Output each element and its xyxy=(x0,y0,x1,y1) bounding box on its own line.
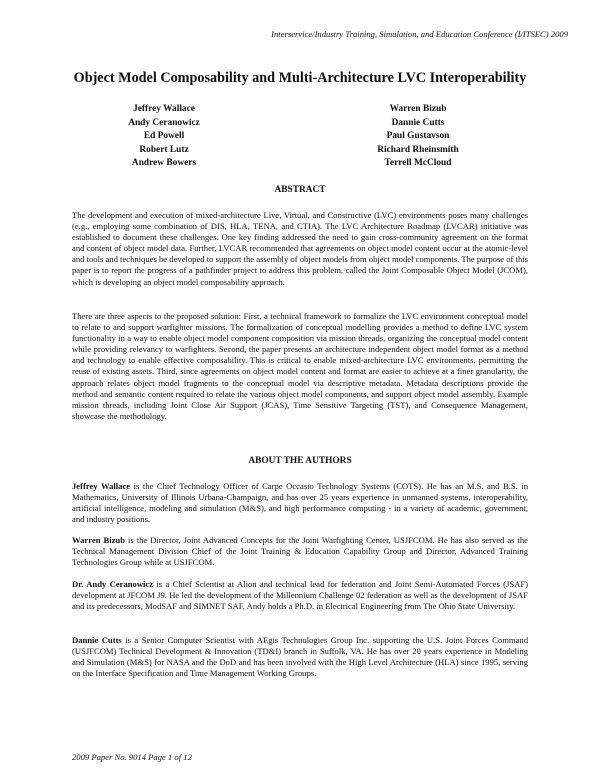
bio-text: is the Director, Joint Advanced Concepts for the Joint Warfighting Center, USJFCOM. He has also served as the Technical Management Division Chief of the Joint Training & Education Capability Group and Director, Advanced Training Technologies Group while at USJFCOM. xyxy=(72,535,528,568)
bio-author-name: Jeffrey Wallace xyxy=(72,481,131,491)
author-name: Jeffrey Wallace xyxy=(133,104,195,114)
author-block xyxy=(0,103,600,173)
paper-title: Object Model Composability and Multi-Architecture LVC Interoperability xyxy=(73,70,527,86)
author-name: Terrell McCloud xyxy=(384,158,452,169)
bio-author-name: Warren Bizub xyxy=(72,535,125,545)
running-header: Interservice/Industry Training, Simulation, and Education Conference (I/ITSEC) 2009 xyxy=(271,29,568,39)
author-column-left xyxy=(64,103,264,171)
bio-text: is the Chief Technology Officer of Carpe Occasio Technology Systems (COTS). He has an M.S. and B.S. in Mathematics, University of Illinois Urbana-Champaign, and has over 25 years experience in unmanned systems, interoperability, artificial intelligence, modeling and simulation (M&S), and high performance computing - in a variety of academic, government, and industry positions. xyxy=(72,481,528,525)
bio-author-name: Dr. Andy Ceranowicz xyxy=(72,579,154,589)
author-name: Robert Lutz xyxy=(139,144,189,155)
author-name: Dannie Cutts xyxy=(391,117,445,128)
author-bio xyxy=(72,535,528,568)
author-name: Warren Bizub xyxy=(389,104,447,114)
abstract-heading: ABSTRACT xyxy=(274,185,326,195)
author-name: Richard Rheinsmith xyxy=(377,144,459,155)
abstract-paragraph: The development and execution of mixed-architecture Live, Virtual, and Constructive (LVC) environments poses many challenges (e.g., employing some combination of DIS, HLA, TENA, and CTIA). The LVC Architecture Roadmap (LVCAR) initiative was established to document these challenges. One key finding addressed the need to gain cross-community agreement on the format and content of object model data. Further, LVCAR recommended that agreements on object model content occur at the atomic-level and tools and techniques be developed to support the assembly of object models from object model components. The purpose of this paper is to report the progress of a pathfinder project to address this problem, called the Joint Composable Object Model (JCOM), which is developing an object model composability approach. xyxy=(72,210,528,287)
bio-text: is a Chief Scientist at Alion and technical lead for federation and Joint Semi-Automated Forces (JSAF) development at JFCOM J9. He led the development of the Millennium Challenge 02 federation as well as the development of JSAF and its predecessors, ModSAF and SIMNET SAF. Andy holds a Ph.D. in Electrical Engineering from The Ohio State University. xyxy=(72,579,528,612)
bio-text: is a Senior Computer Scientist with AEgis Technologies Group Inc. supporting the U.S. Joint Forces Command (USJFCOM) Technical Development & Innovation (TD&I) branch in Suffolk, VA. He has over 20 years experience in Modeling and Simulation (M&S) for NASA and the DoD and has been involved with the High Level Architecture (HLA) since 1995, serving on the Interface Specification and Time Management Working Groups. xyxy=(72,635,528,679)
author-bio xyxy=(72,635,528,679)
abstract-paragraph: There are three aspects to the proposed solution: First, a technical framework to formalize the LVC environment conceptual model to relate to and support warfighter missions. The formalization of conceptual modelling provides a method to define LVC system functionality in a way to enable object model component composition via mission threads, organizing the conceptual model content while providing relevancy to warfighters. Second, the paper presents an architecture independent object model format as a method and technology to enable effective composability. This is critical to enable mixed-architecture LVC environments, permitting the reuse of existing assets. Third, since agreements on object model content and format are easier to achieve at a finer granularity, the approach relates object model fragments to the conceptual model via descriptive metadata. Metadata descriptions provide the method and semantic content required to relate the various object model components, and support object model assembly. Example mission threads, including Joint Close Air Support (JCAS), Time Sensitive Targeting (TST), and Consequence Management, showcase the methodology. xyxy=(72,311,528,421)
page-footer: 2009 Paper No. 9014 Page 1 of 12 xyxy=(72,752,192,762)
author-name: Paul Gustavson xyxy=(386,131,450,142)
author-column-right xyxy=(318,103,518,171)
author-name: Andrew Bowers xyxy=(131,158,197,169)
author-name: Ed Powell xyxy=(143,131,185,142)
bio-author-name: Dannie Cutts xyxy=(72,635,122,645)
about-authors-heading: ABOUT THE AUTHORS xyxy=(248,456,352,466)
author-name: Andy Ceranowicz xyxy=(128,117,200,128)
author-bio xyxy=(72,579,528,612)
author-bio xyxy=(72,481,528,525)
